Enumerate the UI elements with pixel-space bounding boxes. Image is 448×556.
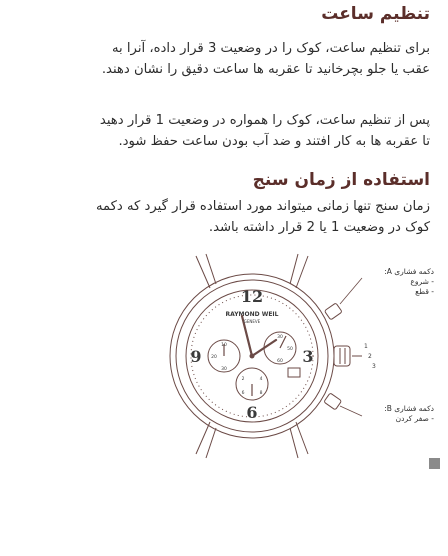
callout-b-title: دکمه فشاری B: bbox=[384, 404, 434, 413]
lower-left-lug-inner bbox=[206, 428, 216, 458]
upper-right-lug-inner bbox=[290, 254, 298, 284]
text-line: عقب یا جلو بچرخانید تا عقربه ها ساعت دقیق را نشان دهند. bbox=[101, 62, 430, 77]
numeral-twelve: 12 bbox=[240, 287, 264, 306]
subdial-right-label: 60 bbox=[277, 359, 283, 364]
numeral-three: 3 bbox=[302, 347, 314, 366]
crown bbox=[334, 346, 350, 366]
crown-position-1: 1 bbox=[364, 343, 368, 350]
subdial-bottom-label: 2 bbox=[241, 377, 245, 382]
subdial-right-label: 50 bbox=[287, 347, 293, 352]
callout-b-item-reset: - صفر کردن bbox=[395, 414, 434, 423]
pusher-b bbox=[324, 393, 342, 410]
subdial-right-label: 30 bbox=[277, 335, 283, 340]
center-pin bbox=[250, 354, 255, 359]
callout-a-item-stop: - قطع bbox=[415, 287, 434, 296]
text-line: کوک در وضعیت 1 یا 2 قرار داشته باشد. bbox=[208, 220, 430, 235]
time-setting-paragraph-2 bbox=[12, 110, 430, 152]
numeral-six: 6 bbox=[246, 403, 258, 422]
section-title-chronograph: استفاده از زمان سنج bbox=[252, 170, 430, 190]
brand-sub: GENEVE bbox=[243, 319, 261, 324]
crown-position-3: 3 bbox=[372, 363, 376, 370]
pusher-a bbox=[324, 303, 342, 320]
chronograph-paragraph bbox=[12, 196, 430, 238]
subdial-bottom-label: 8 bbox=[259, 391, 263, 396]
callout-a-title: دکمه فشاری A: bbox=[384, 267, 434, 276]
time-setting-paragraph-1 bbox=[12, 38, 430, 80]
subdial-left-label: 10 bbox=[221, 343, 227, 348]
callout-pusher-a bbox=[362, 267, 434, 297]
callout-b-leader bbox=[340, 406, 362, 416]
subdial-bottom-label: 4 bbox=[259, 377, 263, 382]
text-line: پس از تنظیم ساعت، کوک را همواره در وضعیت 1 قرار دهید bbox=[99, 113, 430, 128]
numeral-nine: 9 bbox=[190, 347, 202, 366]
text-line: زمان سنج تنها زمانی میتواند مورد استفاده قرار گیرد که دکمه bbox=[95, 199, 430, 214]
text-line: برای تنظیم ساعت، کوک را در وضعیت 3 قرار داده، آنرا به bbox=[111, 41, 430, 56]
upper-left-lug-inner bbox=[206, 254, 216, 284]
text-line: تا عقربه ها به کار افتند و ضد آب بودن ساعت حفظ شود. bbox=[118, 134, 430, 149]
subdial-left-label: 30 bbox=[221, 367, 227, 372]
hour-hand bbox=[252, 340, 276, 356]
subdial-left-label: 20 bbox=[211, 355, 217, 360]
lower-right-lug bbox=[296, 422, 308, 454]
lower-right-lug-inner bbox=[290, 428, 298, 458]
page-edge-tab bbox=[429, 458, 440, 469]
upper-right-lug bbox=[296, 256, 308, 288]
callout-a-item-start: - شروع bbox=[410, 277, 434, 286]
callout-pusher-b bbox=[362, 404, 434, 424]
watch-illustration bbox=[150, 244, 390, 476]
callout-a-leader bbox=[340, 278, 362, 304]
subdial-bottom-label: 6 bbox=[241, 391, 245, 396]
crown-position-2: 2 bbox=[368, 353, 372, 360]
section-title-time-setting: تنظیم ساعت bbox=[321, 4, 430, 24]
date-window bbox=[288, 368, 300, 377]
lower-left-lug bbox=[196, 422, 210, 454]
brand-name: RAYMOND WEIL bbox=[225, 311, 279, 318]
